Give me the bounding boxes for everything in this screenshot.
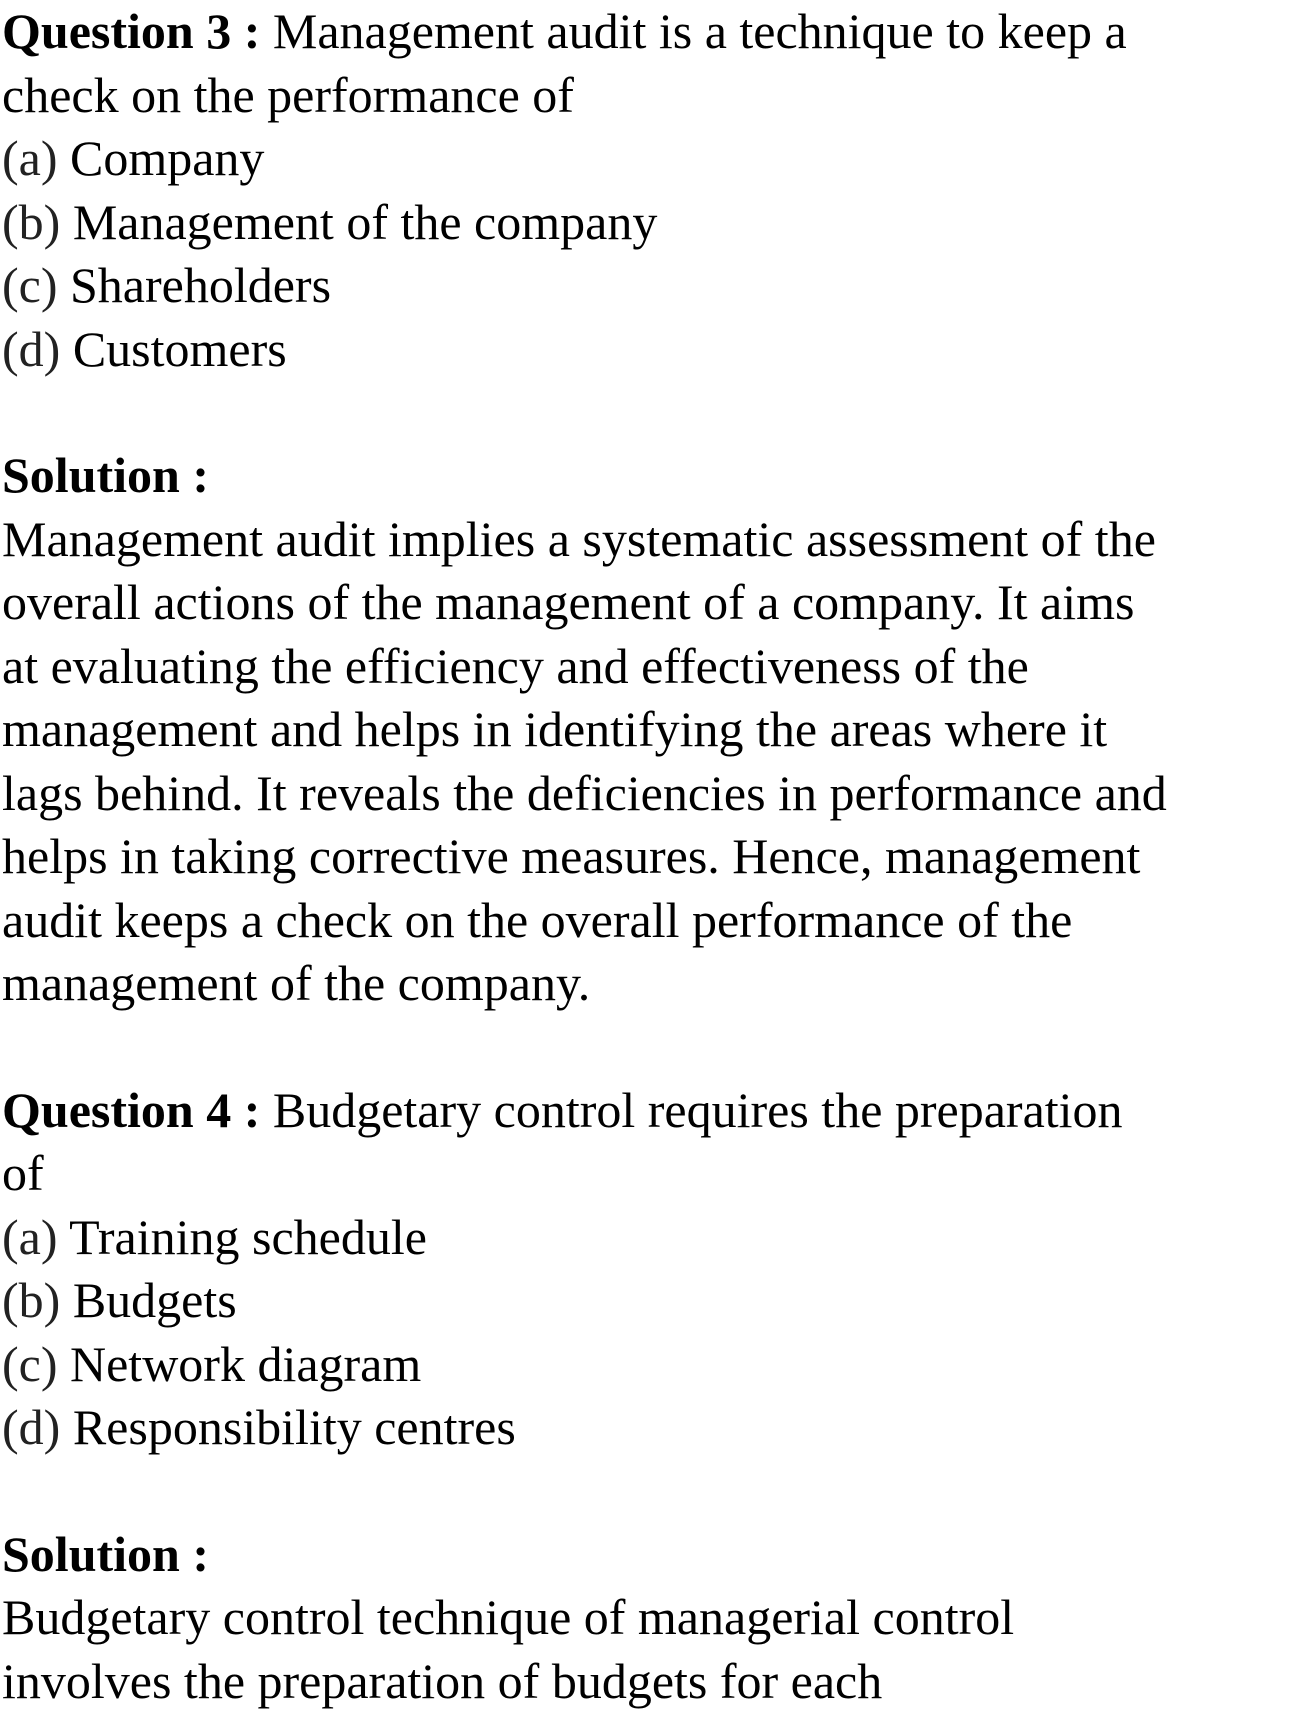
question-stem-line: check on the performance of <box>2 64 1295 128</box>
option-b <box>2 191 1295 255</box>
option-b <box>2 1269 1295 1333</box>
option-d <box>2 318 1295 382</box>
question-3 <box>0 0 1295 381</box>
question-stem-line: of <box>2 1142 1295 1206</box>
option-letter: (b) <box>2 1272 60 1328</box>
solution-line: audit keeps a check on the overall performance of the <box>2 889 1295 953</box>
spacer <box>0 381 1295 444</box>
option-a <box>2 1206 1295 1270</box>
solution-line: Budgetary control technique of managerial control <box>2 1586 1295 1650</box>
solution-3 <box>0 444 1295 1016</box>
option-text: Company <box>70 130 264 186</box>
solution-line: lags behind. It reveals the deficiencies in performance and <box>2 762 1295 826</box>
question-label: Question 3 : <box>2 3 260 59</box>
option-text: Training schedule <box>69 1209 427 1265</box>
question-stem-line <box>2 0 1295 64</box>
option-text: Network diagram <box>70 1336 421 1392</box>
question-label: Question 4 : <box>2 1082 260 1138</box>
option-text: Management of the company <box>73 194 658 250</box>
option-c <box>2 254 1295 318</box>
solution-line: management of the company. <box>2 952 1295 1016</box>
option-text: Budgets <box>73 1272 237 1328</box>
option-letter: (d) <box>2 1399 60 1455</box>
question-stem-line <box>2 1079 1295 1143</box>
option-letter: (a) <box>2 130 58 186</box>
solution-line: Management audit implies a systematic assessment of the <box>2 508 1295 572</box>
solution-line: at evaluating the efficiency and effectiveness of the <box>2 635 1295 699</box>
option-a <box>2 127 1295 191</box>
solution-label: Solution : <box>2 444 1295 508</box>
option-letter: (c) <box>2 1336 58 1392</box>
option-text: Customers <box>73 321 287 377</box>
solution-line: helps in taking corrective measures. Hence, management <box>2 825 1295 889</box>
spacer <box>0 1460 1295 1523</box>
option-letter: (d) <box>2 321 60 377</box>
solution-line: management and helps in identifying the areas where it <box>2 698 1295 762</box>
solution-line: overall actions of the management of a company. It aims <box>2 571 1295 635</box>
question-4 <box>0 1079 1295 1460</box>
question-stem-text: Management audit is a technique to keep a <box>273 3 1127 59</box>
spacer <box>0 1016 1295 1079</box>
solution-label: Solution : <box>2 1523 1295 1587</box>
option-c <box>2 1333 1295 1397</box>
option-letter: (b) <box>2 194 60 250</box>
option-text: Responsibility centres <box>73 1399 516 1455</box>
question-stem-text: Budgetary control requires the preparation <box>273 1082 1123 1138</box>
option-text: Shareholders <box>70 257 331 313</box>
solution-4 <box>0 1523 1295 1713</box>
option-letter: (a) <box>2 1209 58 1265</box>
option-letter: (c) <box>2 257 58 313</box>
option-d <box>2 1396 1295 1460</box>
solution-line: involves the preparation of budgets for each <box>2 1650 1295 1713</box>
